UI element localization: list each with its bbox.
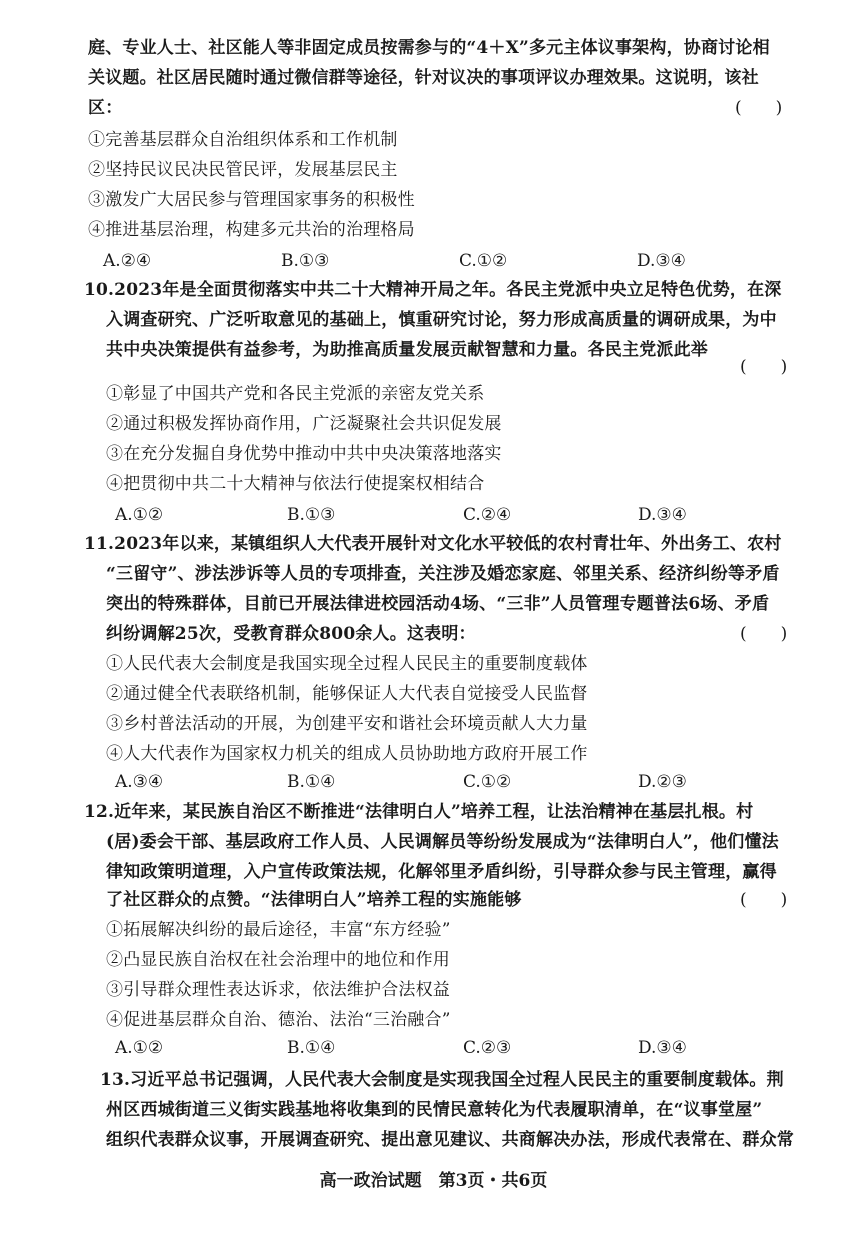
q11-option-d: D.②③ <box>638 772 687 792</box>
q11-answer-bracket: ( ) <box>740 624 788 644</box>
q11-stem-line-1: 11.2023年以来，某镇组织人大代表开展针对文化水平较低的农村青壮年、外出务工、农村 <box>84 534 782 554</box>
q12-option-a: A.①② <box>115 1038 164 1058</box>
q11-stem-line-2: “三留守”、涉法涉诉等人员的专项排查，关注涉及婚恋家庭、邻里关系、经济纠纷等矛盾 <box>106 564 780 584</box>
q13-stem-line-2: 州区西城街道三义街实践基地将收集到的民情民意转化为代表履职清单，在“议事堂屋” <box>106 1100 763 1120</box>
q10-option-d: D.③④ <box>638 505 687 525</box>
q10-option-c: C.②④ <box>463 505 512 525</box>
q9-item-2: ②坚持民议民决民管民评，发展基层民主 <box>88 160 398 180</box>
q11-item-4: ④人大代表作为国家权力机关的组成人员协助地方政府开展工作 <box>106 744 588 764</box>
q9-option-c: C.①② <box>459 251 508 271</box>
q10-item-2: ②通过积极发挥协商作用，广泛凝聚社会共识促发展 <box>106 414 502 434</box>
q12-stem-line-2: (居)委会干部、基层政府工作人员、人民调解员等纷纷发展成为“法律明白人”，他们懂法 <box>106 832 779 852</box>
q10-stem-line-3: 共中央决策提供有益参考，为助推高质量发展贡献智慧和力量。各民主党派此举 <box>106 340 708 360</box>
page-footer: 高一政治试题 第3页・共6页 <box>319 1171 548 1191</box>
q12-item-1: ①拓展解决纠纷的最后途径，丰富“东方经验” <box>106 920 451 940</box>
q12-stem-line-4: 了社区群众的点赞。“法律明白人”培养工程的实施能够 <box>106 890 522 910</box>
q9-item-3: ③激发广大居民参与管理国家事务的积极性 <box>88 190 415 210</box>
q13-stem-line-1: 13.习近平总书记强调，人民代表大会制度是实现我国全过程人民民主的重要制度载体。荆 <box>100 1070 784 1090</box>
q10-item-1: ①彰显了中国共产党和各民主党派的亲密友党关系 <box>106 384 485 404</box>
q9-answer-bracket: ( ) <box>735 98 783 118</box>
q13-stem-line-3: 组织代表群众议事，开展调查研究、提出意见建议、共商解决办法，形成代表常在、群众常 <box>106 1130 794 1150</box>
q9-stem-line-3: 区： <box>88 98 123 118</box>
q12-item-2: ②凸显民族自治权在社会治理中的地位和作用 <box>106 950 450 970</box>
q11-stem-line-4: 纠纷调解25次，受教育群众800余人。这表明： <box>106 624 476 644</box>
q10-item-4: ④把贯彻中共二十大精神与依法行使提案权相结合 <box>106 474 485 494</box>
q9-stem-line-1: 庭、专业人士、社区能人等非固定成员按需参与的“4＋X”多元主体议事架构，协商讨论相 <box>88 38 770 58</box>
q12-item-4: ④促进基层群众自治、德治、法治“三治融合” <box>106 1010 451 1030</box>
q9-stem-line-2: 关议题。社区居民随时通过微信群等途径，针对议决的事项评议办理效果。这说明，该社 <box>88 68 759 88</box>
q9-option-b: B.①③ <box>281 251 330 271</box>
q11-item-2: ②通过健全代表联络机制，能够保证人大代表自觉接受人民监督 <box>106 684 588 704</box>
q12-option-b: B.①④ <box>287 1038 336 1058</box>
q10-option-b: B.①③ <box>287 505 336 525</box>
q10-item-3: ③在充分发掘自身优势中推动中共中央决策落地落实 <box>106 444 502 464</box>
q12-option-c: C.②③ <box>463 1038 512 1058</box>
q12-stem-line-1: 12.近年来，某民族自治区不断推进“法律明白人”培养工程，让法治精神在基层扎根。村 <box>84 802 754 822</box>
q10-option-a: A.①② <box>115 505 164 525</box>
q11-option-b: B.①④ <box>287 772 336 792</box>
q10-answer-bracket: ( ) <box>740 357 788 377</box>
q9-option-a: A.②④ <box>103 251 152 271</box>
q11-item-1: ①人民代表大会制度是我国实现全过程人民民主的重要制度载体 <box>106 654 588 674</box>
q11-stem-line-3: 突出的特殊群体，目前已开展法律进校园活动4场、“三非”人员管理专题普法6场、矛盾 <box>106 594 770 614</box>
q12-item-3: ③引导群众理性表达诉求，依法维护合法权益 <box>106 980 450 1000</box>
q10-stem-line-1: 10.2023年是全面贯彻落实中共二十大精神开局之年。各民主党派中央立足特色优势，在深 <box>84 280 782 300</box>
q12-answer-bracket: ( ) <box>740 890 788 910</box>
q11-option-a: A.③④ <box>115 772 164 792</box>
q12-stem-line-3: 律知政策明道理，入户宣传政策法规，化解邻里矛盾纠纷，引导群众参与民主管理，赢得 <box>106 862 777 882</box>
q12-option-d: D.③④ <box>638 1038 687 1058</box>
q9-option-d: D.③④ <box>637 251 686 271</box>
q11-option-c: C.①② <box>463 772 512 792</box>
q11-item-3: ③乡村普法活动的开展，为创建平安和谐社会环境贡献人大力量 <box>106 714 588 734</box>
q9-item-4: ④推进基层治理，构建多元共治的治理格局 <box>88 220 415 240</box>
q10-stem-line-2: 入调查研究、广泛听取意见的基础上，慎重研究讨论，努力形成高质量的调研成果，为中 <box>106 310 777 330</box>
q9-item-1: ①完善基层群众自治组织体系和工作机制 <box>88 130 398 150</box>
